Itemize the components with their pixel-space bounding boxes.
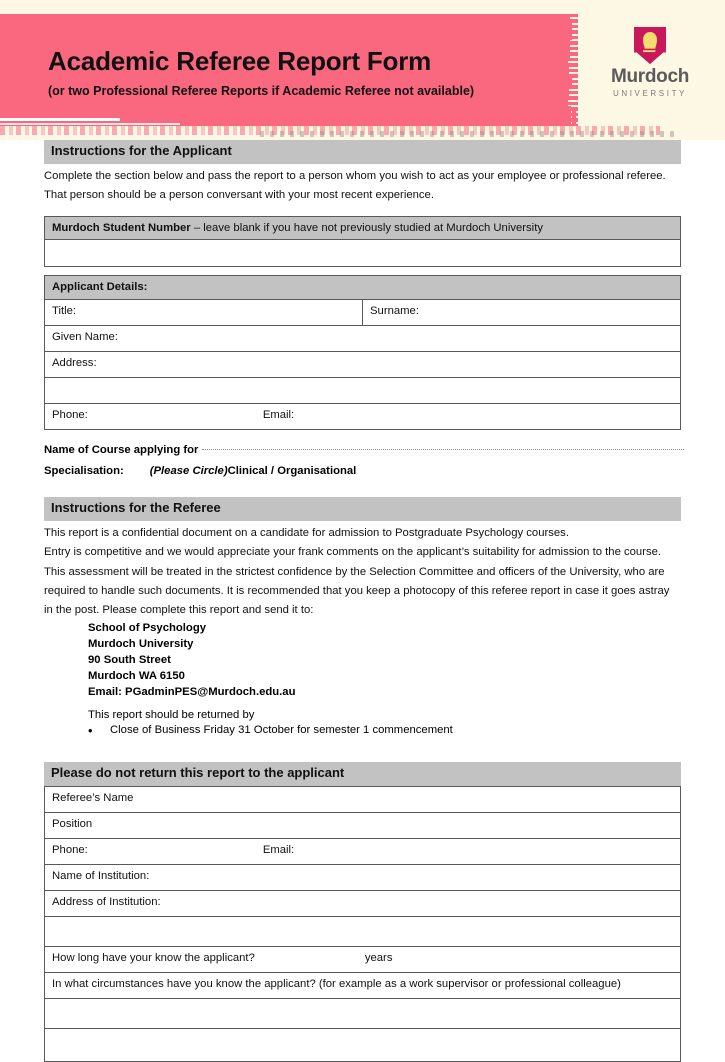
referee-phone-email-field-cell[interactable]: [45, 838, 681, 864]
list-item: [88, 724, 681, 736]
surname-field-label: Surname:: [370, 305, 419, 318]
email-field-label: Email:: [262, 409, 295, 422]
institution-address-field-label: Address of Institution:: [52, 895, 161, 908]
course-name-label: Name of Course applying for: [44, 444, 199, 457]
phone-field-label: Phone:: [52, 409, 88, 422]
course-name-line: [44, 444, 681, 456]
return-address-line: School of Psychology: [88, 621, 207, 634]
student-number-table: [44, 216, 681, 268]
phone-email-field-cell[interactable]: [45, 404, 681, 430]
return-address-line: 90 South Street: [88, 653, 171, 666]
banner-white-streak: [0, 118, 120, 121]
murdoch-university-logo: [604, 26, 696, 98]
logo-subtitle: UNIVERSITY: [612, 88, 687, 98]
table-row: [45, 378, 681, 404]
student-number-label-cell: [45, 216, 681, 240]
referee-position-field-label: Position: [52, 817, 93, 830]
given-name-field-label: Given Name:: [52, 331, 118, 344]
banner-white-streak-2: [0, 123, 180, 125]
referee-instructions-line-2: Entry is competitive and we would appreciate your frank comments on the applicant’s suitability for admission to the course.: [44, 546, 662, 559]
page-header-banner: [0, 0, 725, 140]
murdoch-shield-icon: [632, 26, 668, 66]
course-name-leader-line[interactable]: [202, 449, 684, 450]
return-address-line: Murdoch WA 6150: [88, 669, 185, 682]
page-subtitle: (or two Professional Referee Reports if Academic Referee not available): [48, 84, 475, 98]
applicant-instructions-line-2: That person should be a person conversant with your most recent experience.: [44, 189, 434, 202]
table-row: [45, 864, 681, 890]
student-number-label-rest: – leave blank if you have not previously studied at Murdoch University: [190, 221, 543, 234]
address-field-label: Address:: [52, 357, 97, 370]
given-name-field-cell[interactable]: [45, 326, 681, 352]
table-row: [45, 838, 681, 864]
table-row: [45, 946, 681, 972]
institution-address-field-cell-continued[interactable]: [45, 916, 681, 946]
return-address-email[interactable]: Email: PGadminPES@Murdoch.edu.au: [88, 685, 296, 698]
referee-phone-field-label: Phone:: [52, 843, 88, 856]
table-row: [45, 972, 681, 998]
page-title: Academic Referee Report Form: [48, 46, 432, 76]
referee-name-field-label: Referee’s Name: [52, 791, 134, 804]
title-field-cell[interactable]: [45, 300, 363, 326]
bullet-point-icon: •: [88, 723, 93, 738]
surname-field-cell[interactable]: [363, 300, 681, 326]
student-number-input-cell[interactable]: [45, 240, 681, 267]
applicant-instructions-line-1: Complete the section below and pass the report to a person whom you wish to act as your employee or professional referee.: [44, 169, 666, 182]
specialisation-options[interactable]: Clinical / Organisational: [227, 465, 357, 478]
referee-instructions-line-4: required to handle such documents. It is recommended that you keep a photocopy of this referee report in case it goes astray: [44, 585, 670, 598]
banner-brush-tail: [556, 14, 582, 126]
return-deadline-text: Close of Business Friday 31 October for semester 1 commencement: [110, 724, 453, 736]
circumstances-answer-cell-2[interactable]: [45, 1028, 681, 1061]
return-by-note: This report should be returned by: [88, 709, 255, 721]
applicant-details-table: [44, 275, 681, 430]
banner-bottom-smear-grey: [260, 131, 680, 137]
table-row: [45, 404, 681, 430]
referee-details-table: [44, 786, 681, 1062]
table-row: [45, 326, 681, 352]
how-long-known-field-cell[interactable]: [45, 946, 681, 972]
circumstances-field-label: In what circumstances have you know the applicant? (for example as a work supervisor or professional colleague): [52, 977, 621, 990]
table-row: [45, 786, 681, 812]
section-heading-applicant-instructions: Instructions for the Applicant: [44, 140, 681, 164]
title-field-label: Title:: [52, 305, 77, 318]
table-row: [45, 890, 681, 916]
referee-email-field-label: Email:: [262, 843, 295, 856]
logo-wordmark: Murdoch: [610, 66, 690, 87]
section-heading-do-not-return: Please do not return this report to the applicant: [44, 762, 681, 786]
table-row: [45, 812, 681, 838]
table-row: [45, 916, 681, 946]
address-field-cell-continued[interactable]: [45, 378, 681, 404]
return-address-line: Murdoch University: [88, 637, 194, 650]
specialisation-line: [44, 465, 681, 477]
referee-instructions-line-5: in the post. Please complete this report and send it to:: [44, 604, 314, 617]
years-unit-label: years: [364, 951, 393, 964]
specialisation-label: Specialisation:: [44, 465, 124, 478]
circumstances-field-cell[interactable]: [45, 972, 681, 998]
return-address-block: [88, 620, 681, 700]
referee-instructions-line-1: This report is a confidential document on a candidate for admission to Postgraduate Psychology courses.: [44, 526, 569, 539]
specialisation-hint: (Please Circle): [149, 465, 228, 478]
table-row: [45, 216, 681, 240]
student-number-label-bold: Murdoch Student Number: [52, 221, 191, 234]
address-field-cell[interactable]: [45, 352, 681, 378]
referee-position-field-cell[interactable]: [45, 812, 681, 838]
referee-instructions-line-3: This assessment will be treated in the strictest confidence by the Selection Committee and officers of the University, who are: [44, 565, 665, 578]
how-long-known-field-label: How long have your know the applicant?: [52, 951, 255, 964]
table-row: [45, 240, 681, 267]
table-row: [45, 276, 681, 300]
table-row: [45, 300, 681, 326]
table-row: [45, 352, 681, 378]
applicant-details-heading-cell: [45, 276, 681, 300]
institution-name-field-label: Name of Institution:: [52, 869, 150, 882]
institution-name-field-cell[interactable]: [45, 864, 681, 890]
section-heading-referee-instructions: Instructions for the Referee: [44, 497, 681, 521]
institution-address-field-cell[interactable]: [45, 890, 681, 916]
referee-name-field-cell[interactable]: [45, 786, 681, 812]
table-row: [45, 1028, 681, 1061]
document-body: [0, 140, 725, 1062]
applicant-details-heading-label: Applicant Details:: [52, 281, 148, 294]
